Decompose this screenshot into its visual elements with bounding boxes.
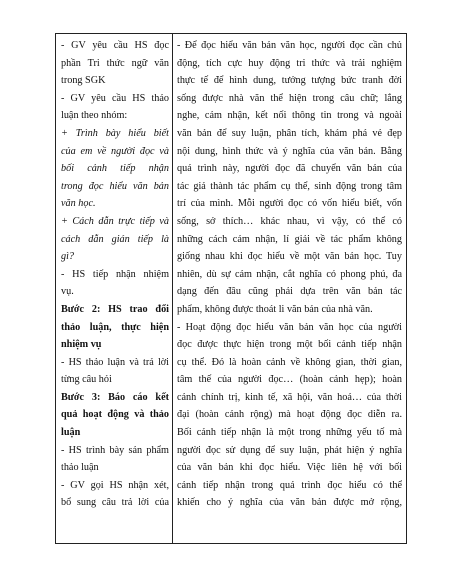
right-line: giống nhau khi đọc hiểu về một văn bản học. Tuy	[177, 251, 402, 263]
right-line: thực tế để hình dung, tưởng tượng bức tranh đời	[177, 75, 402, 87]
left-line: - GV yêu cầu HS đọc	[61, 40, 169, 51]
right-line: động, tích cực huy động tri thức và trải nghiệm	[177, 57, 402, 69]
right-line: những cách cảm nhận, lí giải về tác phẩm không	[177, 233, 402, 245]
activity-column	[56, 34, 173, 544]
left-line: - HS trình bày sản phẩm	[61, 444, 169, 456]
right-line: đọc được thực hiện trong một bối cảnh tiếp nhận	[177, 339, 402, 351]
right-line: cảnh tiếp nhận trong quá trình đọc hiểu có thể	[177, 479, 402, 491]
right-line: văn bản để suy luận, phân tích, khám phá vẻ đẹp	[177, 127, 402, 139]
left-line: gì?	[61, 251, 75, 263]
right-line: - Để đọc hiểu văn bản văn học, người đọc cần chủ	[177, 40, 402, 51]
step-heading: Bước 3: Báo cáo kết	[61, 391, 169, 403]
lesson-plan-table	[55, 33, 407, 544]
left-line: - HS thảo luận và trả lời	[61, 356, 169, 368]
right-line: cụ thể. Đó là hoàn cảnh về không gian, thời gian,	[177, 356, 402, 368]
left-line: + Cách dẫn trực tiếp và	[61, 215, 169, 227]
right-line: khiến cho ý nghĩa của văn bản được mở rộng,	[177, 497, 402, 509]
right-line: người đọc sử dụng để suy luận, phát hiện ý nghĩa	[177, 444, 402, 456]
right-line: tác giả thành tác phẩm cụ thể, sinh động trong tâm	[177, 180, 402, 192]
right-line: tâm thế của người đọc… (hoàn cảnh hẹp); hoàn	[177, 374, 402, 386]
left-line: của em về người đọc và	[61, 145, 169, 157]
left-line: luận theo nhóm:	[61, 110, 128, 122]
step-heading: thảo luận, thực hiện	[61, 321, 169, 333]
right-line: đại (hoàn cảnh rộng) mà hoạt động đọc diễn ra.	[177, 409, 402, 421]
content-column	[173, 34, 407, 544]
left-line: từng câu hỏi	[61, 374, 112, 386]
step-heading: quả hoạt động và thảo	[61, 409, 169, 421]
left-line: phần Tri thức ngữ văn	[61, 57, 169, 69]
right-line: quá trình này, người đọc đã chuyển văn bản của	[177, 163, 402, 175]
left-line: - GV yêu cầu HS thảo	[61, 92, 169, 104]
left-line: bối cảnh tiếp nhận	[61, 163, 169, 175]
left-line: bổ sung câu trả lời của	[61, 497, 169, 509]
left-line: - HS tiếp nhận nhiệm	[61, 268, 169, 280]
left-line: văn học.	[61, 198, 96, 210]
left-line: trong SGK	[61, 75, 106, 87]
right-line: nghe, cảm nhận, kết nối thông tin trong và ngoài	[177, 110, 402, 122]
left-line: trong đọc hiểu văn bản	[61, 180, 169, 192]
left-line: thảo luận	[61, 462, 99, 474]
step-heading: luận	[61, 427, 81, 439]
right-line: của văn bản khi đọc hiểu. Việc liên hệ với bối	[177, 462, 402, 474]
table-row	[56, 34, 407, 544]
left-line: vụ.	[61, 286, 74, 298]
right-line: phẩm, không được thoát li văn bản của nhà văn.	[177, 303, 373, 315]
left-line: + Trình bày hiểu biết	[61, 127, 169, 139]
right-line: sống, sở thích… khác nhau, vì vậy, có thể có	[177, 215, 402, 227]
right-line: sống được nhà văn thể hiện trong câu chữ; lắng	[177, 92, 402, 104]
left-line: cách dẫn gián tiếp là	[61, 233, 169, 245]
right-line: - Hoạt động đọc hiểu văn bản văn học của người	[177, 321, 402, 333]
right-line: nhiên, dù sự cảm nhận, cắt nghĩa có phong phú, đa	[177, 268, 402, 280]
step-heading: Bước 2: HS trao đổi	[61, 303, 169, 315]
step-heading: nhiệm vụ	[61, 339, 102, 351]
right-line: Bối cảnh tiếp nhận là một trong những yếu tố mà	[177, 427, 402, 439]
right-line: cảnh chính trị, kinh tế, xã hội, văn hoá… của thời	[177, 391, 402, 403]
right-line: nội dung, hình thức và ý nghĩa của văn bản. Bằng	[177, 145, 402, 157]
right-line: trí của mình. Mỗi người đọc có vốn hiểu biết, vốn	[177, 198, 402, 210]
right-line: dạng đến đâu cũng phải dựa trên văn bản tác	[177, 286, 402, 298]
left-line: - GV gọi HS nhận xét,	[61, 479, 169, 491]
